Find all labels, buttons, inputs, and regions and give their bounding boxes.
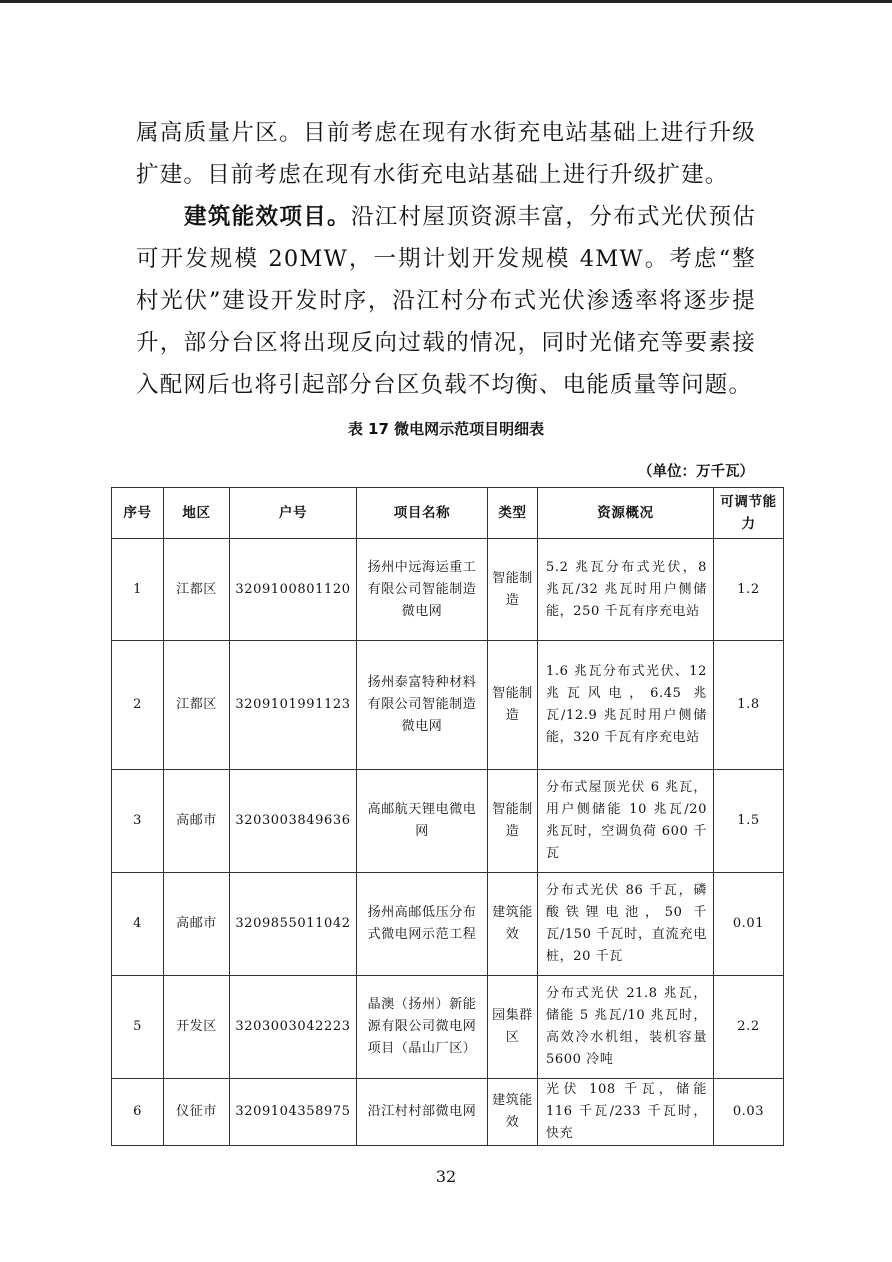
cell-index: 5 — [112, 976, 164, 1079]
cell-project-name: 晶澳（扬州）新能源有限公司微电网项目（晶山厂区） — [357, 976, 488, 1079]
table-row — [112, 641, 784, 770]
cell-capacity: 1.2 — [714, 539, 784, 641]
header-account: 户号 — [230, 488, 357, 539]
header-index: 序号 — [112, 488, 164, 539]
cell-type: 园集群区 — [488, 976, 538, 1079]
cell-account: 3209101991123 — [230, 641, 357, 770]
cell-resource: 分布式屋顶光伏 6 兆瓦，用户侧储能 10 兆瓦/20 兆瓦时，空调负荷 600 千瓦 — [538, 770, 714, 873]
paragraph-heading: 建筑能效项目。 — [184, 204, 351, 230]
page-top-border — [0, 0, 892, 3]
header-resource: 资源概况 — [538, 488, 714, 539]
cell-project-name: 沿江村村部微电网 — [357, 1079, 488, 1146]
table-caption: 表 17 微电网示范项目明细表 — [347, 420, 545, 438]
cell-account: 3209855011042 — [230, 873, 357, 976]
page-number: 32 — [435, 1167, 457, 1186]
cell-region: 仪征市 — [164, 1079, 230, 1146]
cell-region: 江都区 — [164, 641, 230, 770]
cell-resource: 1.6 兆瓦分布式光伏、12 兆瓦风电，6.45 兆瓦/12.9 兆瓦时用户侧储能，320 千瓦有序充电站 — [538, 641, 714, 770]
cell-account: 3209100801120 — [230, 539, 357, 641]
cell-region: 江都区 — [164, 539, 230, 641]
header-project-name: 项目名称 — [357, 488, 488, 539]
cell-capacity: 1.5 — [714, 770, 784, 873]
cell-index: 6 — [112, 1079, 164, 1146]
paragraph-charging-station: 属高质量片区。目前考虑在现有水街充电站基础上进行升级扩建。目前考虑在现有水街充电站基础上进行升级扩建。 — [136, 120, 756, 188]
cell-project-name: 扬州泰富特种材料有限公司智能制造微电网 — [357, 641, 488, 770]
cell-type: 建筑能效 — [488, 1079, 538, 1146]
cell-capacity: 0.03 — [714, 1079, 784, 1146]
header-type: 类型 — [488, 488, 538, 539]
cell-project-name: 扬州高邮低压分布式微电网示范工程 — [357, 873, 488, 976]
cell-type: 智能制造 — [488, 539, 538, 641]
cell-type: 智能制造 — [488, 641, 538, 770]
cell-region: 高邮市 — [164, 873, 230, 976]
cell-account: 3209104358975 — [230, 1079, 357, 1146]
cell-index: 1 — [112, 539, 164, 641]
cell-region: 高邮市 — [164, 770, 230, 873]
paragraph-body: 沿江村屋顶资源丰富，分布式光伏预估可开发规模 20MW，一期计划开发规模 4MW。考虑“整村光伏”建设开发时序，沿江村分布式光伏渗透率将逐步提升，部分台区将出现反向过载的情况，同时光储充等要素接入配网后也将引起部分台区负载不均衡、电能质量等问题。 — [136, 204, 756, 398]
cell-index: 4 — [112, 873, 164, 976]
cell-account: 3203003849636 — [230, 770, 357, 873]
header-region: 地区 — [164, 488, 230, 539]
cell-index: 3 — [112, 770, 164, 873]
table-header-row — [112, 488, 784, 539]
cell-region: 开发区 — [164, 976, 230, 1079]
cell-project-name: 扬州中远海运重工有限公司智能制造微电网 — [357, 539, 488, 641]
table-row — [112, 873, 784, 976]
table-unit-note: （单位：万千瓦） — [638, 464, 754, 480]
cell-resource: 5.2 兆瓦分布式光伏，8 兆瓦/32 兆瓦时用户侧储能，250 千瓦有序充电站 — [538, 539, 714, 641]
cell-resource: 分布式光伏 21.8 兆瓦，储能 5 兆瓦/10 兆瓦时，高效冷水机组，装机容量 5600 冷吨 — [538, 976, 714, 1079]
table-row — [112, 539, 784, 641]
cell-resource: 分布式光伏 86 千瓦，磷酸铁锂电池，50 千瓦/150 千瓦时，直流充电桩，20 千瓦 — [538, 873, 714, 976]
cell-resource: 光伏 108 千瓦，储能 116 千瓦/233 千瓦时，快充 — [538, 1079, 714, 1146]
table-row — [112, 770, 784, 873]
cell-type: 建筑能效 — [488, 873, 538, 976]
cell-capacity: 1.8 — [714, 641, 784, 770]
microgrid-project-table — [111, 487, 784, 1146]
cell-capacity: 2.2 — [714, 976, 784, 1079]
paragraph-building-efficiency — [136, 196, 756, 406]
cell-capacity: 0.01 — [714, 873, 784, 976]
table-row — [112, 976, 784, 1079]
cell-account: 3203003042223 — [230, 976, 357, 1079]
cell-index: 2 — [112, 641, 164, 770]
cell-project-name: 高邮航天锂电微电网 — [357, 770, 488, 873]
header-capacity: 可调节能力 — [714, 488, 784, 539]
table-row — [112, 1079, 784, 1146]
cell-type: 智能制造 — [488, 770, 538, 873]
